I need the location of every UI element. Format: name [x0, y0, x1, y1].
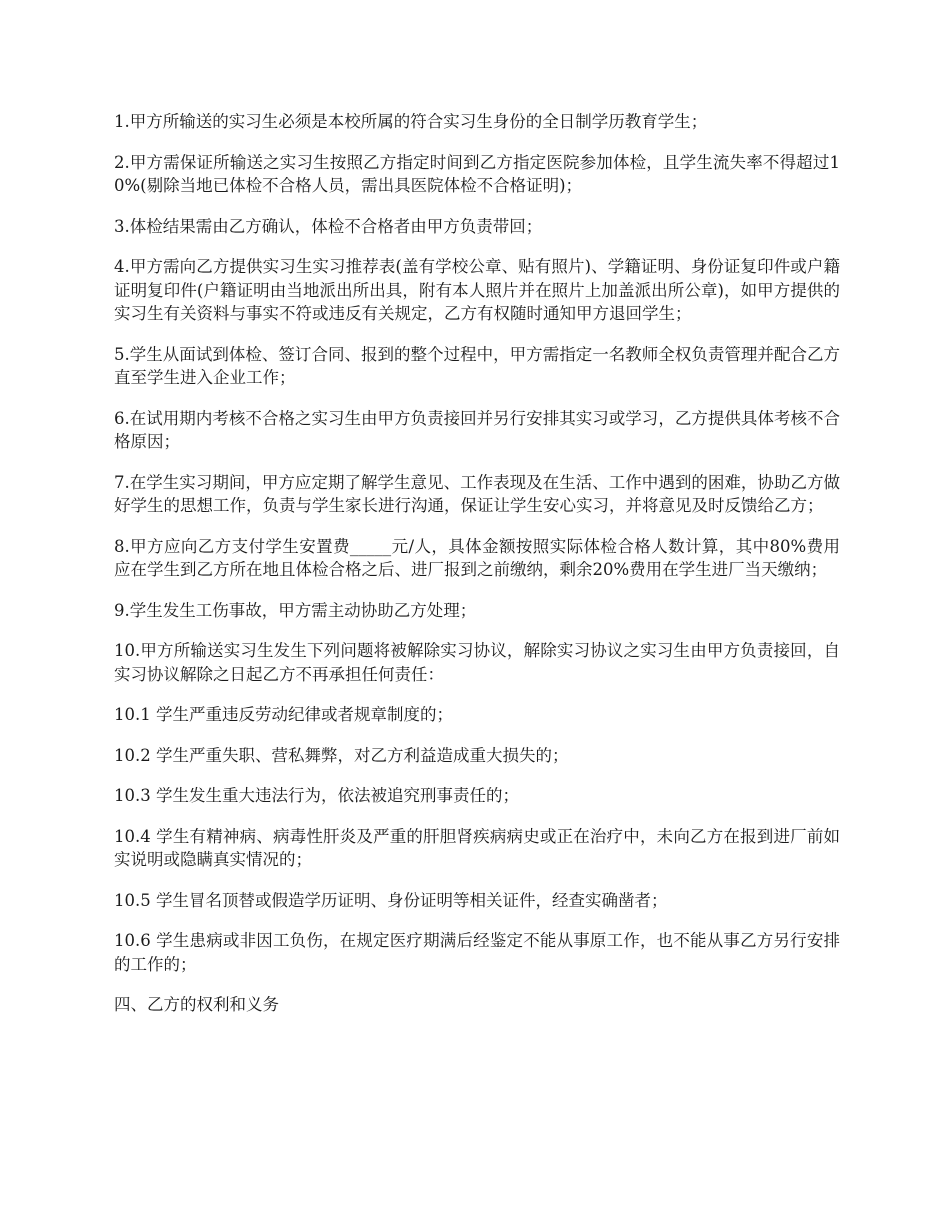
- section-heading-4: 四、乙方的权利和义务: [114, 995, 279, 1014]
- clause-4: 4.甲方需向乙方提供实习生实习推荐表(盖有学校公章、贴有照片)、学籍证明、身份证复印件或户籍证明复印件(户籍证明由当地派出所出具，附有本人照片并在照片上加盖派出所公章)，如甲方提供的实习生有关资料与事实不符或违反有关规定，乙方有权随时通知甲方退回学生；: [114, 257, 840, 323]
- clause-5: 5.学生从面试到体检、签订合同、报到的整个过程中，甲方需指定一名教师全权负责管理并配合乙方直至学生进入企业工作；: [114, 344, 840, 387]
- clause-10-5: 10.5 学生冒名顶替或假造学历证明、身份证明等相关证件，经查实确凿者；: [114, 890, 668, 910]
- clause-8: 8.甲方应向乙方支付学生安置费_____元/人，具体金额按照实际体检合格人数计算，其中80%费用应在学生到乙方所在地且体检合格之后、进厂报到之前缴纳，剩余20%费用在学生进厂当天缴纳；: [114, 536, 840, 579]
- clause-3: 3.体检结果需由乙方确认，体检不合格者由甲方负责带回；: [114, 216, 543, 236]
- clause-10-4: 10.4 学生有精神病、病毒性肝炎及严重的肝胆肾疾病病史或正在治疗中，未向乙方在报到进厂前如实说明或隐瞒真实情况的；: [114, 826, 840, 869]
- clause-9: 9.学生发生工伤事故，甲方需主动协助乙方处理；: [114, 600, 477, 620]
- clause-10-2: 10.2 学生严重失职、营私舞弊，对乙方利益造成重大损失的；: [114, 745, 569, 765]
- clause-7: 7.在学生实习期间，甲方应定期了解学生意见、工作表现及在生活、工作中遇到的困难，协助乙方做好学生的思想工作，负责与学生家长进行沟通，保证让学生安心实习，并将意见及时反馈给乙方；: [114, 472, 840, 515]
- clause-10: 10.甲方所输送实习生发生下列问题将被解除实习协议，解除实习协议之实习生由甲方负责接回，自实习协议解除之日起乙方不再承担任何责任：: [114, 641, 840, 684]
- clause-10-3: 10.3 学生发生重大违法行为，依法被追究刑事责任的；: [114, 786, 519, 805]
- clause-1: 1.甲方所输送的实习生必须是本校所属的符合实习生身份的全日制学历教育学生；: [114, 112, 708, 131]
- clause-6: 6.在试用期内考核不合格之实习生由甲方负责接回并另行安排其实习或学习，乙方提供具体考核不合格原因；: [114, 408, 840, 451]
- clause-10-1: 10.1 学生严重违反劳动纪律或者规章制度的；: [114, 705, 453, 724]
- clause-10-6: 10.6 学生患病或非因工负伤，在规定医疗期满后经鉴定不能从事原工作，也不能从事乙方另行安排的工作的；: [114, 931, 840, 974]
- clause-2: 2.甲方需保证所输送之实习生按照乙方指定时间到乙方指定医院参加体检，且学生流失率不得超过10%(剔除当地已体检不合格人员，需出具医院体检不合格证明)；: [114, 152, 840, 195]
